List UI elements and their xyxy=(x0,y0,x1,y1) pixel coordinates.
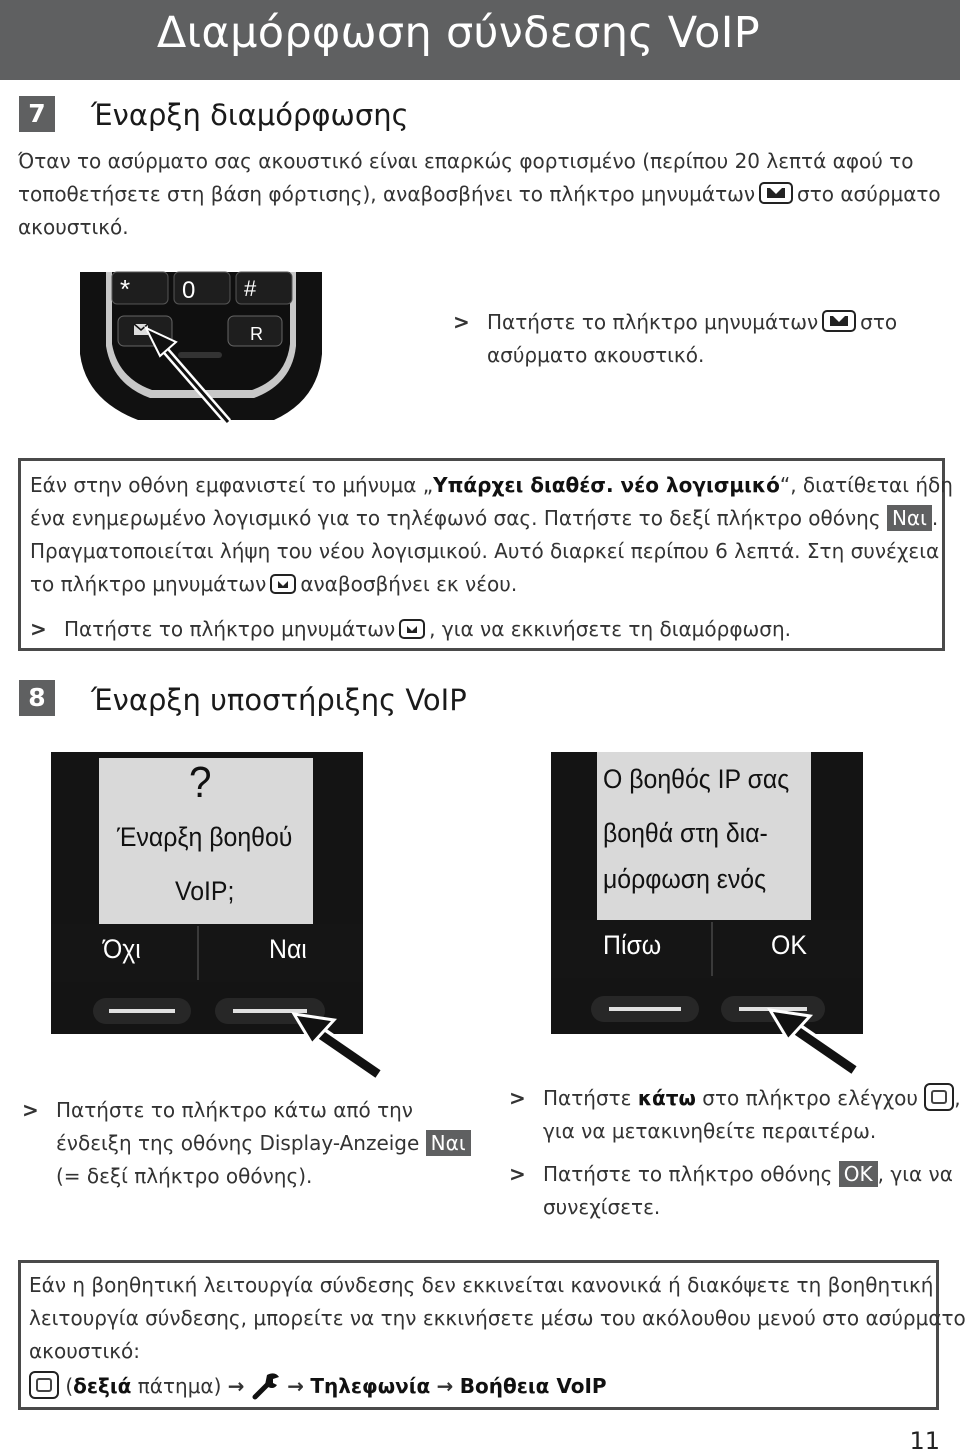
start-configuration-bullet: > Πατήστε το πλήκτρο μηνυμάτων , για να εκκινήσετε τη διαμόρφωση. xyxy=(30,613,791,646)
manual-start-note-box: Εάν η βοηθητική λειτουργία σύνδεσης δεν εκκινείται κανονικά ή διακόψετε τη βοηθητική λειτουργία σύνδεσης, μπορείτε να την εκκινήσετε μέσω του ακόλουθου μενού στο ασύρματο ακουστικό: (δεξιά πάτημα) → → Τηλεφωνία → Βοήθεια VoIP xyxy=(18,1260,939,1410)
page-header xyxy=(0,0,960,80)
page-title: Διαμόρφωση σύνδεσης VoIP xyxy=(156,8,760,58)
software-update-box: Εάν στην οθόνη εμφανιστεί το μήνυμα „Υπάρχει διαθέσ. νέο λογισμικό“, διατίθεται ήδη ένα ενημερωμένο λογισμικό για το τηλέφωνό σας. Πατήστε το δεξί πλήκτρο οθόνης Ναι . Πραγματοποιείται λήψη του νέου λογισμικού. Αυτό διαρκεί περίπου 6 λεπτά. Στη συνέχεια το πλήκτρο μηνυμάτων αναβοσβήνει εκ νέου. > Πατήστε το πλήκτρο μηνυμάτων , για να εκκινήσετε τη διαμόρφωση. xyxy=(18,458,945,651)
lcd-line-2: VoIP; xyxy=(175,876,235,906)
key-r-label: R xyxy=(250,324,263,344)
step-7-intro: Όταν το ασύρματο σας ακουστικό είναι επαρκώς φορτισμένο (περίπου 20 λεπτά αφού το τοποθετήσετε στη βάση φόρτισης), αναβοσβήνει το πλήκτρο μηνυμάτων στο ασύρματο ακουστικό. xyxy=(18,149,941,239)
pointer-arrow-icon xyxy=(764,1000,864,1080)
pointer-arrow-icon xyxy=(288,1004,388,1084)
key-star-label: * xyxy=(120,274,131,304)
key-hash-label: # xyxy=(244,276,257,301)
softkey-yes: Ναι xyxy=(426,1130,471,1156)
press-right-softkey-bullet: > Πατήστε το πλήκτρο κάτω από την ένδειξη της οθόνης Display-Anzeige Ναι (= δεξί πλήκτρο οθόνης). xyxy=(22,1094,482,1193)
softkey-back-label: Πίσω xyxy=(603,930,662,960)
menu-item-telephony: Τηλεφωνία xyxy=(310,1374,431,1398)
control-key-icon xyxy=(29,1371,59,1399)
page-number: 11 xyxy=(909,1427,940,1455)
step-number-7: 7 xyxy=(19,96,55,132)
control-key-icon xyxy=(924,1083,954,1111)
message-key-icon xyxy=(822,310,856,332)
wrench-icon xyxy=(251,1371,281,1399)
menu-item-voip-wizard: Βοήθεια VoIP xyxy=(459,1374,607,1398)
arrow-right-icon: → xyxy=(227,1374,245,1398)
left-softkey-button xyxy=(93,998,191,1024)
softkey-yes: Ναι xyxy=(887,505,932,531)
menu-path: (δεξιά πάτημα) → → Τηλεφωνία → Βοήθεια VoIP xyxy=(29,1370,929,1403)
softkey-yes-label: Ναι xyxy=(269,934,307,964)
step-8-title: Έναρξη υποστήριξης VoIP xyxy=(91,683,467,717)
lcd-line-1: Έναρξη βοηθού xyxy=(117,822,293,852)
arrow-right-icon: → xyxy=(287,1374,305,1398)
question-mark: ? xyxy=(189,758,212,807)
message-key-icon xyxy=(759,182,793,204)
handset-keypad-image xyxy=(78,272,338,430)
softkey-no-label: Όχι xyxy=(103,934,141,964)
softkey-ok-label: OK xyxy=(771,930,807,960)
lcd-line-2: βοηθά στη δια- xyxy=(603,818,768,848)
handset-screen-left xyxy=(51,752,363,1034)
key-zero-label: 0 xyxy=(182,277,196,304)
message-key-icon xyxy=(399,619,425,639)
handset-screen-right xyxy=(551,752,863,1034)
softkey-ok: OK xyxy=(839,1161,878,1187)
lcd-line-1: Ο βοηθός IP σας xyxy=(603,764,790,794)
arrow-right-icon: → xyxy=(436,1374,454,1398)
step-number-8: 8 xyxy=(19,680,55,716)
press-down-bullet: > Πατήστε κάτω στο πλήκτρο ελέγχου , για να μετακινηθείτε περαιτέρω. xyxy=(509,1082,949,1148)
update-message: Υπάρχει διαθέσ. νέο λογισμικό xyxy=(433,473,780,497)
press-ok-bullet: > Πατήστε το πλήκτρο οθόνης OK , για να συνεχίσετε. xyxy=(509,1158,949,1224)
step-7-title: Έναρξη διαμόρφωσης xyxy=(91,98,409,132)
lcd-line-3: μόρφωση ενός xyxy=(603,864,767,894)
step-7-bullet: > Πατήστε το πλήκτρο μηνυμάτων στο ασύρματο ακουστικό. xyxy=(453,306,933,372)
message-key-icon xyxy=(270,574,296,594)
left-softkey-button xyxy=(591,996,699,1022)
